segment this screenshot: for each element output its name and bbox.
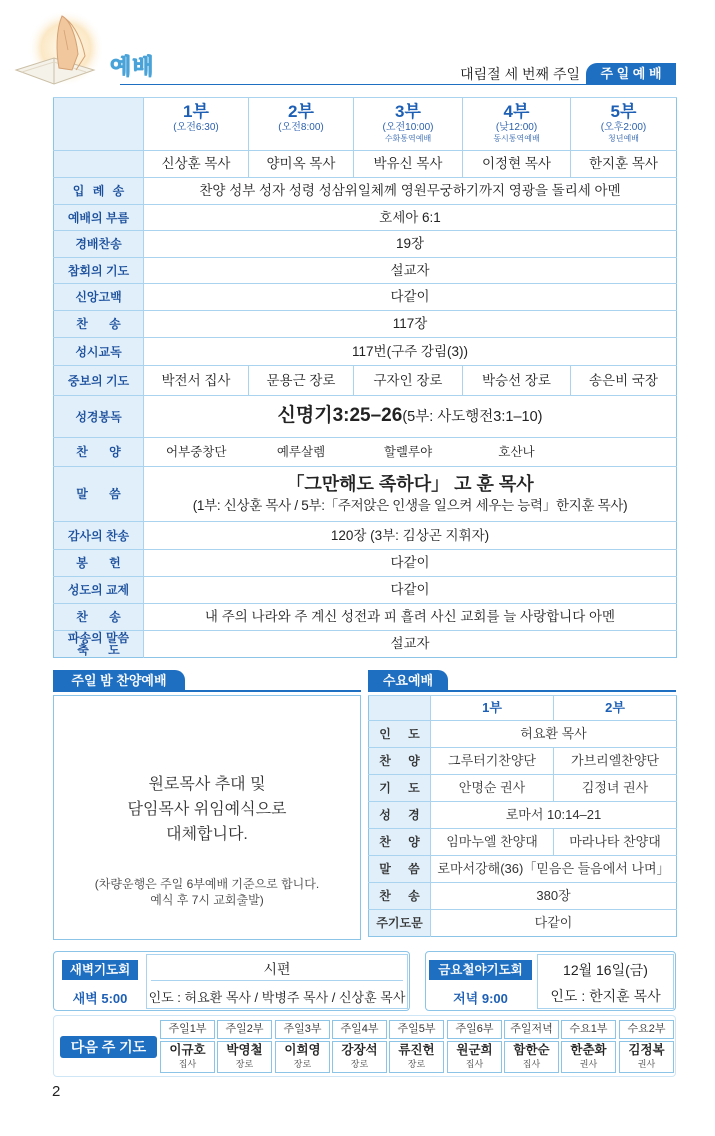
dawn-prayer-title: 새벽기도회 [62, 960, 138, 980]
row-value: 다같이 [144, 550, 677, 577]
note-line: (차량운행은 주일 6부예배 기준으로 합니다. [94, 877, 320, 891]
service-time: (낮12:00) [495, 122, 538, 133]
prayer-slot [275, 1020, 330, 1074]
row-label: 인 도 [369, 721, 431, 748]
row-label: 성경봉독 [54, 396, 144, 438]
transport-note [53, 876, 361, 908]
slot-name: 함한순 [513, 1043, 550, 1057]
slot-name: 한춘화 [570, 1043, 607, 1057]
slot-title: 장로 [293, 1059, 312, 1069]
slot-name: 원군희 [456, 1043, 493, 1057]
row-value: 안명순 권사 [431, 775, 554, 802]
scripture-main: 신명기3:25–26 [277, 405, 403, 426]
row-value: 로마서 10:14–21 [431, 802, 677, 829]
row-value: 19장 [144, 231, 677, 258]
row-value: 그루터기찬양단 [431, 748, 554, 775]
scripture-alt: (5부: 사도행전3:1–10) [402, 409, 543, 425]
row-value: 김정녀 권사 [554, 775, 677, 802]
confession-row [54, 258, 677, 284]
slot-title: 장로 [235, 1059, 254, 1069]
prayer-slot [447, 1020, 502, 1074]
row-label: 말 씀 [54, 467, 144, 522]
prayer-slot [217, 1020, 272, 1074]
friday-prayer-title: 금요철야기도회 [429, 960, 532, 980]
sunday-service-tab: 주 일 예 배 [586, 63, 676, 85]
slot-service: 주일5부 [389, 1020, 444, 1039]
service-time: (오전6:30) [173, 122, 219, 133]
row-label: 찬 양 [54, 438, 144, 467]
sermon-note: (1부: 신상훈 목사 / 5부:「주저앉은 인생을 일으켜 세우는 능력」한지훈 목사) [192, 498, 628, 513]
prayer-leader: 구자인 장로 [354, 366, 463, 396]
wednesday-service-tab: 수요예배 [368, 670, 448, 691]
row-label: 성시교독 [54, 338, 144, 366]
choir-name: 어부중창단 [144, 438, 249, 467]
dawn-prayer-leaders: 인도 : 허요환 목사 / 박병주 목사 / 신상훈 목사 [148, 990, 406, 1005]
slot-name: 김정복 [628, 1043, 665, 1057]
scripture-row [54, 396, 677, 438]
praying-hands-icon [12, 10, 106, 88]
hymn-of-praise-row [54, 231, 677, 258]
wednesday-header-row [369, 696, 677, 721]
service-note: 수화통역예배 [384, 134, 432, 143]
header-corner [369, 696, 431, 721]
wednesday-sermon-row [369, 856, 677, 883]
row-value: 호세아 6:1 [144, 205, 677, 231]
slot-title: 장로 [350, 1059, 369, 1069]
row-label: 찬 송 [54, 311, 144, 338]
slot-person [447, 1041, 502, 1073]
row-label: 찬 양 [369, 748, 431, 775]
wednesday-prayer-row [369, 775, 677, 802]
closing-hymn-row [54, 604, 677, 631]
prayer-slot [504, 1020, 559, 1074]
service-note: 청년예배 [608, 134, 639, 143]
row-value: 117번(구주 강림(3)) [144, 338, 677, 366]
row-value: 다같이 [144, 284, 677, 311]
slot-service: 주일4부 [332, 1020, 387, 1039]
header-corner [54, 98, 144, 151]
slot-person [160, 1041, 215, 1073]
slot-name: 강장석 [341, 1043, 378, 1057]
anthem-row [54, 438, 677, 467]
pastor-4: 이정현 목사 [463, 151, 571, 178]
service-4-header [463, 98, 571, 151]
wednesday-choir-row [369, 748, 677, 775]
prayer-slot [389, 1020, 444, 1074]
call-to-worship-row [54, 205, 677, 231]
liturgical-date: 대림절 세 번째 주일 [460, 66, 580, 82]
slot-person [561, 1041, 616, 1073]
service-part: 4부 [503, 102, 530, 121]
fellowship-row [54, 577, 677, 604]
row-label: 성도의 교제 [54, 577, 144, 604]
service-part: 3부 [395, 102, 421, 121]
pastor-1: 신상훈 목사 [144, 151, 249, 178]
sermon-row [54, 467, 677, 522]
prayer-slot [332, 1020, 387, 1074]
sunday-service-table [53, 97, 677, 658]
row-label: 찬 양 [369, 829, 431, 856]
service-3-header [354, 98, 463, 151]
benediction-row [54, 631, 677, 658]
pastor-row [54, 151, 677, 178]
slot-name: 이희영 [284, 1043, 321, 1057]
column-header: 2부 [554, 696, 677, 721]
prayer-slot [561, 1020, 616, 1074]
service-time: (오전10:00) [382, 122, 434, 133]
row-value: 허요환 목사 [431, 721, 677, 748]
prayer-slot [619, 1020, 674, 1074]
slot-person [504, 1041, 559, 1073]
note-line: 예식 후 7시 교회출발) [150, 893, 264, 907]
row-value [144, 396, 677, 438]
slot-person [389, 1041, 444, 1073]
row-value: 마라나타 찬양대 [554, 829, 677, 856]
row-label: 찬 송 [369, 883, 431, 910]
service-header-row [54, 98, 677, 151]
opening-hymn-row [54, 178, 677, 205]
wednesday-scripture-row [369, 802, 677, 829]
slot-title: 집사 [522, 1059, 541, 1069]
message-line: 원로목사 추대 및 [148, 776, 266, 793]
pastor-2: 양미옥 목사 [249, 151, 354, 178]
slot-person [332, 1041, 387, 1073]
dawn-prayer-divider [151, 980, 403, 981]
next-week-prayer-title: 다음 주 기도 [60, 1036, 157, 1058]
slot-name: 이규호 [169, 1043, 206, 1057]
hymn-row [54, 311, 677, 338]
row-label: 주기도문 [369, 910, 431, 937]
friday-prayer-leader: 인도 : 한지훈 목사 [550, 988, 661, 1004]
service-2-header [249, 98, 354, 151]
slot-person [275, 1041, 330, 1073]
row-value: 설교자 [144, 258, 677, 284]
message-line: 담임목사 위임예식으로 [127, 801, 287, 818]
wednesday-tab-rule [368, 690, 676, 692]
service-note: 동시통역예배 [493, 134, 540, 143]
slot-service: 주일저녁 [504, 1020, 559, 1039]
row-value: 내 주의 나라와 주 계신 성전과 피 흘려 사신 교회를 늘 사랑합니다 아멘 [144, 604, 677, 631]
slot-title: 권사 [637, 1059, 656, 1069]
thanksgiving-hymn-row [54, 522, 677, 550]
prayer-leader: 문용근 장로 [249, 366, 354, 396]
slot-title: 권사 [579, 1059, 598, 1069]
service-time: (오전8:00) [278, 122, 324, 133]
slot-service: 주일3부 [275, 1020, 330, 1039]
page-number: 2 [52, 1083, 61, 1100]
slot-service: 주일1부 [160, 1020, 215, 1039]
creed-row [54, 284, 677, 311]
evening-service-tab: 주일 밤 찬양예배 [53, 670, 185, 691]
service-5-header [571, 98, 677, 151]
row-value: 380장 [431, 883, 677, 910]
choir-name-empty [571, 438, 677, 467]
row-value: 다같이 [144, 577, 677, 604]
slot-title: 집사 [178, 1059, 197, 1069]
row-label: 성 경 [369, 802, 431, 829]
section-title: 예배 [110, 54, 155, 79]
row-value: 120장 (3부: 김상곤 지휘자) [144, 522, 677, 550]
column-header: 1부 [431, 696, 554, 721]
responsive-reading-row [54, 338, 677, 366]
wednesday-hymn-row [369, 883, 677, 910]
sending-word-label: 파송의 말씀 [67, 631, 130, 645]
choir-name: 호산나 [463, 438, 571, 467]
slot-person [217, 1041, 272, 1073]
dawn-prayer-text: 시편 [263, 961, 291, 977]
row-label [54, 631, 144, 658]
slot-person [619, 1041, 674, 1073]
prayer-leader: 박승선 장로 [463, 366, 571, 396]
row-label: 예배의 부름 [54, 205, 144, 231]
slot-name: 류진헌 [398, 1043, 435, 1057]
row-label: 중보의 기도 [54, 366, 144, 396]
row-label: 봉 헌 [54, 550, 144, 577]
service-time: (오후2:00) [600, 122, 647, 133]
prayer-leader: 송은비 국장 [571, 366, 677, 396]
slot-name: 박영철 [226, 1043, 263, 1057]
row-label: 경배찬송 [54, 231, 144, 258]
row-value [144, 467, 677, 522]
offering-row [54, 550, 677, 577]
row-value: 찬양 성부 성자 성령 성삼위일체께 영원무궁하기까지 영광을 돌리세 아멘 [144, 178, 677, 205]
service-part: 5부 [610, 102, 637, 121]
wednesday-leader-row [369, 721, 677, 748]
row-label: 말 씀 [369, 856, 431, 883]
row-label: 찬 송 [54, 604, 144, 631]
row-value: 로마서강해(36)「믿음은 들음에서 나며」 [431, 856, 677, 883]
row-label: 감사의 찬송 [54, 522, 144, 550]
evening-tab-rule [53, 690, 361, 692]
slot-title: 장로 [407, 1059, 426, 1069]
pastor-5: 한지훈 목사 [571, 151, 677, 178]
friday-prayer-time: 저녁 9:00 [453, 991, 508, 1006]
row-label: 기 도 [369, 775, 431, 802]
wednesday-lords-prayer-row [369, 910, 677, 937]
row-value: 임마누엘 찬양대 [431, 829, 554, 856]
sermon-title: 「그만해도 족하다」 고 훈 목사 [286, 474, 534, 494]
friday-prayer-date: 12월 16일(금) [563, 962, 648, 978]
slot-service: 수요1부 [561, 1020, 616, 1039]
service-part: 2부 [288, 102, 314, 121]
slot-service: 주일2부 [217, 1020, 272, 1039]
slot-service: 주일6부 [447, 1020, 502, 1039]
service-part: 1부 [183, 102, 209, 121]
intercessory-prayer-row [54, 366, 677, 396]
choir-name: 할렐루야 [354, 438, 463, 467]
prayer-slot [160, 1020, 215, 1074]
row-value: 설교자 [144, 631, 677, 658]
row-label: 참회의 기도 [54, 258, 144, 284]
benediction-label: 축 도 [77, 643, 120, 657]
pastor-3: 박유신 목사 [354, 151, 463, 178]
slot-title: 집사 [465, 1059, 484, 1069]
dawn-prayer-time: 새벽 5:00 [72, 991, 128, 1006]
prayer-leader: 박전서 집사 [144, 366, 249, 396]
slot-service: 수요2부 [619, 1020, 674, 1039]
row-value: 가브리엘찬양단 [554, 748, 677, 775]
pastor-label [54, 151, 144, 178]
row-value: 117장 [144, 311, 677, 338]
row-label: 신앙고백 [54, 284, 144, 311]
evening-message [53, 772, 361, 847]
choir-name: 예루살렘 [249, 438, 354, 467]
row-value: 다같이 [431, 910, 677, 937]
row-label: 입 례 송 [54, 178, 144, 205]
message-line: 대체합니다. [166, 826, 248, 843]
wednesday-service-table [368, 695, 677, 937]
wednesday-anthem-row [369, 829, 677, 856]
service-1-header [144, 98, 249, 151]
